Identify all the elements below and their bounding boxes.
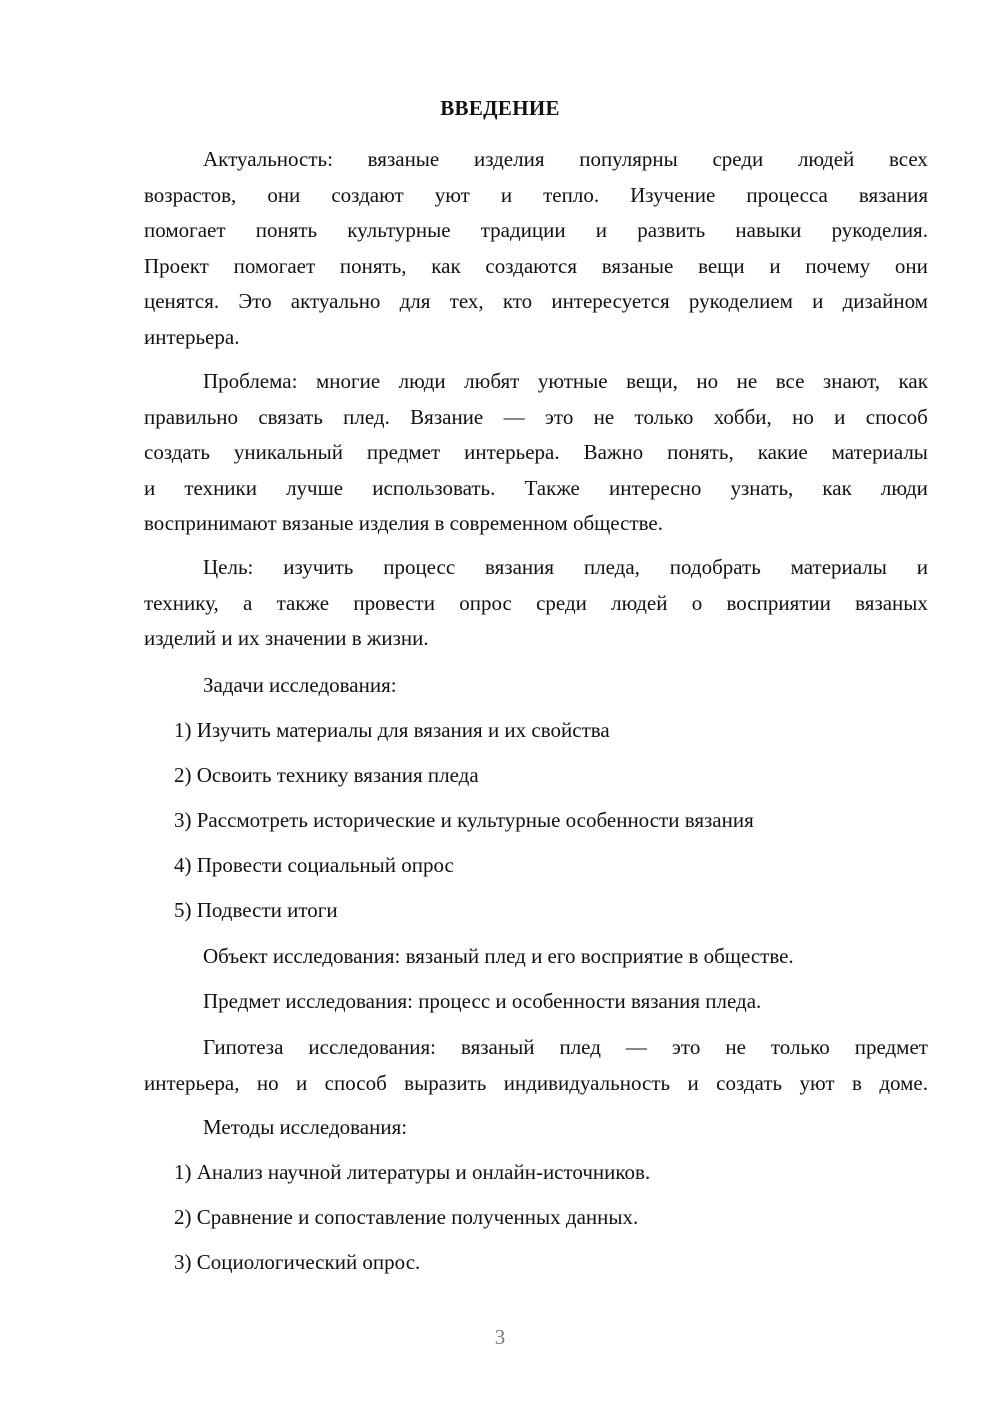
methods-heading: Методы исследования: bbox=[203, 1115, 408, 1139]
word: люди bbox=[398, 369, 446, 393]
word: способ bbox=[324, 1070, 387, 1095]
paragraph-line bbox=[144, 471, 928, 507]
word: Вязание bbox=[410, 404, 484, 429]
word: интерьера. bbox=[464, 440, 560, 465]
page-number: 3 bbox=[494, 1325, 506, 1349]
word: только bbox=[634, 404, 694, 429]
word: — bbox=[503, 404, 525, 429]
word: не bbox=[725, 1035, 746, 1059]
word: и bbox=[144, 475, 156, 500]
hypothesis-paragraph bbox=[144, 1030, 928, 1101]
word: понять bbox=[255, 218, 318, 243]
word: не bbox=[736, 369, 758, 393]
word: процесса bbox=[746, 182, 828, 207]
word: интересно bbox=[608, 475, 702, 500]
word: Проблема: bbox=[203, 369, 298, 393]
word: возрастов, bbox=[144, 182, 237, 207]
word: знают, bbox=[822, 369, 881, 393]
word: техники bbox=[184, 475, 257, 500]
word: рукоделием bbox=[688, 289, 793, 314]
word: изделия bbox=[473, 147, 545, 171]
word: провести bbox=[353, 590, 435, 615]
paragraph-line bbox=[144, 364, 928, 400]
paragraph-line bbox=[144, 1030, 928, 1066]
task-item: 3) Рассмотреть исторические и культурные особенности вязания bbox=[174, 808, 754, 832]
task-item: 4) Провести социальный опрос bbox=[174, 853, 454, 877]
paragraph-line bbox=[144, 400, 928, 436]
method-item: 3) Социологический опрос. bbox=[174, 1250, 421, 1274]
paragraph-line bbox=[144, 178, 928, 214]
method-item: 2) Сравнение и сопоставление полученных данных. bbox=[174, 1205, 639, 1229]
word: создают bbox=[331, 182, 404, 207]
word: вязаные bbox=[367, 147, 440, 171]
word: восприятии bbox=[726, 590, 831, 615]
word: среди bbox=[536, 590, 587, 615]
paragraph-line bbox=[144, 142, 928, 178]
word: пледа, bbox=[583, 555, 640, 579]
word: вязания bbox=[858, 182, 928, 207]
research-object: Объект исследования: вязаный плед и его восприятие в обществе. bbox=[203, 944, 794, 968]
word: предмет bbox=[854, 1035, 928, 1059]
word: лучше bbox=[286, 475, 344, 500]
word: материалы bbox=[790, 555, 887, 579]
paragraph-line: интерьера. bbox=[144, 324, 240, 349]
word: понять, bbox=[339, 253, 407, 278]
paragraph-line: изделий и их значении в жизни. bbox=[144, 626, 429, 651]
paragraph-line bbox=[144, 249, 928, 285]
word: как bbox=[898, 369, 928, 393]
word: о bbox=[691, 590, 703, 615]
word: процесс bbox=[383, 555, 456, 579]
paragraph-line bbox=[144, 435, 928, 471]
word: какие bbox=[757, 440, 808, 465]
paragraph-line: воспринимают вязаные изделия в современном обществе. bbox=[144, 511, 664, 536]
word: и bbox=[834, 404, 846, 429]
word: но bbox=[696, 369, 719, 393]
word: изучить bbox=[283, 555, 354, 579]
word: развить bbox=[637, 218, 706, 243]
word: культурные bbox=[347, 218, 451, 243]
word: дизайном bbox=[842, 289, 928, 314]
relevance-paragraph bbox=[144, 142, 928, 356]
method-item: 1) Анализ научной литературы и онлайн-источников. bbox=[174, 1160, 651, 1184]
page-title: ВВЕДЕНИЕ bbox=[440, 96, 560, 120]
word: в bbox=[852, 1070, 862, 1095]
word: Это bbox=[238, 289, 272, 314]
word: вязаные bbox=[601, 253, 674, 278]
word: и bbox=[687, 1070, 699, 1095]
word: также bbox=[276, 590, 330, 615]
word: плед bbox=[559, 1035, 601, 1059]
word: и bbox=[296, 1070, 308, 1095]
word: ценятся. bbox=[144, 289, 220, 314]
word: людей bbox=[611, 590, 668, 615]
problem-paragraph bbox=[144, 364, 928, 542]
word: Актуальность: bbox=[203, 147, 333, 171]
goal-paragraph bbox=[144, 550, 928, 657]
word: Изучение bbox=[630, 182, 716, 207]
word: предмет bbox=[366, 440, 441, 465]
word: Цель: bbox=[203, 555, 254, 579]
word: понять, bbox=[667, 440, 734, 465]
word: уютные bbox=[537, 369, 608, 393]
word: но bbox=[792, 404, 814, 429]
word: любят bbox=[464, 369, 520, 393]
word: создать bbox=[144, 440, 210, 465]
word: они bbox=[267, 182, 301, 207]
word: традиции bbox=[480, 218, 566, 243]
word: вязаный bbox=[460, 1035, 535, 1059]
paragraph-line bbox=[144, 213, 928, 249]
word: опрос bbox=[459, 590, 512, 615]
word: и bbox=[595, 218, 608, 243]
paragraph-line bbox=[144, 1066, 928, 1102]
word: многие bbox=[315, 369, 381, 393]
word: среди bbox=[712, 147, 764, 171]
word: узнать, bbox=[730, 475, 794, 500]
word: вещи, bbox=[626, 369, 678, 393]
word: Также bbox=[524, 475, 580, 500]
word: уникальный bbox=[233, 440, 343, 465]
word: как bbox=[431, 253, 461, 278]
word: подобрать bbox=[669, 555, 761, 579]
word: — bbox=[625, 1035, 647, 1059]
word: только bbox=[770, 1035, 830, 1059]
word: почему bbox=[805, 253, 871, 278]
word: тепло. bbox=[543, 182, 600, 207]
word: это bbox=[671, 1035, 701, 1059]
word: Проект bbox=[144, 253, 209, 278]
research-subject: Предмет исследования: процесс и особенности вязания пледа. bbox=[203, 989, 762, 1013]
word: вязания bbox=[485, 555, 555, 579]
word: создаются bbox=[485, 253, 577, 278]
tasks-heading: Задачи исследования: bbox=[203, 673, 397, 697]
word: технику, bbox=[144, 590, 219, 615]
task-item: 2) Освоить технику вязания пледа bbox=[174, 763, 479, 787]
word: интересуется bbox=[551, 289, 670, 314]
word: индивидуальность bbox=[503, 1070, 671, 1095]
paragraph-line bbox=[144, 586, 928, 622]
paragraph-line bbox=[144, 284, 928, 320]
word: они bbox=[894, 253, 928, 278]
word: использовать. bbox=[372, 475, 496, 500]
word: уют bbox=[799, 1070, 835, 1095]
word: это bbox=[544, 404, 574, 429]
word: выразить bbox=[404, 1070, 487, 1095]
word: уют bbox=[434, 182, 470, 207]
word: все bbox=[775, 369, 805, 393]
word: люди bbox=[880, 475, 928, 500]
word: актуально bbox=[290, 289, 381, 314]
word: для bbox=[399, 289, 431, 314]
word: и bbox=[500, 182, 513, 207]
word: и bbox=[812, 289, 824, 314]
word: всех bbox=[889, 147, 928, 171]
word: создать bbox=[716, 1070, 783, 1095]
word: Гипотеза bbox=[203, 1035, 284, 1059]
word: навыки bbox=[735, 218, 802, 243]
word: но bbox=[256, 1070, 279, 1095]
word: вещи bbox=[698, 253, 745, 278]
word: правильно bbox=[144, 404, 239, 429]
word: популярны bbox=[579, 147, 678, 171]
word: вязаных bbox=[855, 590, 928, 615]
word: не bbox=[593, 404, 615, 429]
word: помогает bbox=[144, 218, 226, 243]
word: помогает bbox=[233, 253, 316, 278]
word: Важно bbox=[583, 440, 644, 465]
paragraph-line bbox=[144, 550, 928, 586]
word: тех, bbox=[449, 289, 484, 314]
word: исследования: bbox=[308, 1035, 436, 1059]
word: и bbox=[916, 555, 928, 579]
word: рукоделия. bbox=[831, 218, 928, 243]
word: интерьера, bbox=[144, 1070, 240, 1095]
task-item: 5) Подвести итоги bbox=[174, 898, 338, 922]
word: кто bbox=[502, 289, 533, 314]
word: доме. bbox=[879, 1070, 928, 1095]
word: и bbox=[769, 253, 781, 278]
word: плед. bbox=[343, 404, 390, 429]
word: людей bbox=[797, 147, 855, 171]
word: связать bbox=[258, 404, 323, 429]
word: способ bbox=[865, 404, 928, 429]
word: хобби, bbox=[713, 404, 772, 429]
word: материалы bbox=[831, 440, 928, 465]
word: как bbox=[822, 475, 852, 500]
task-item: 1) Изучить материалы для вязания и их свойства bbox=[174, 718, 610, 742]
word: а bbox=[243, 590, 253, 615]
